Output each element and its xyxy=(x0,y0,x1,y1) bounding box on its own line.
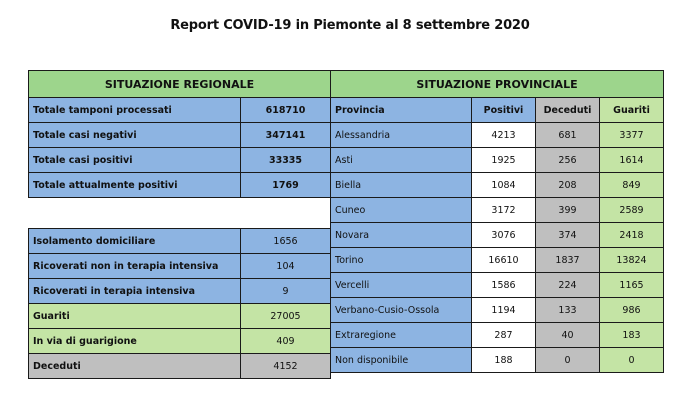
table-row xyxy=(29,354,331,379)
province-deceduti: 0 xyxy=(536,348,600,373)
province-guariti: 2589 xyxy=(600,198,664,223)
column-header-provincia: Provincia xyxy=(331,98,472,123)
table-row xyxy=(331,298,664,323)
regional-value: 347141 xyxy=(241,123,331,148)
detail-value: 4152 xyxy=(241,354,331,379)
province-deceduti: 133 xyxy=(536,298,600,323)
province-deceduti: 224 xyxy=(536,273,600,298)
table-row xyxy=(29,173,331,198)
province-guariti: 849 xyxy=(600,173,664,198)
province-name: Biella xyxy=(331,173,472,198)
table-row xyxy=(331,123,664,148)
province-deceduti: 40 xyxy=(536,323,600,348)
province-positivi: 287 xyxy=(472,323,536,348)
province-guariti: 183 xyxy=(600,323,664,348)
province-positivi: 4213 xyxy=(472,123,536,148)
table-row xyxy=(331,273,664,298)
detail-label: Guariti xyxy=(29,304,241,329)
detail-value: 409 xyxy=(241,329,331,354)
table-row xyxy=(29,98,331,123)
province-positivi: 1084 xyxy=(472,173,536,198)
province-positivi: 1194 xyxy=(472,298,536,323)
provincial-table xyxy=(330,70,664,373)
table-row xyxy=(29,229,331,254)
province-name: Asti xyxy=(331,148,472,173)
province-guariti: 1165 xyxy=(600,273,664,298)
table-row xyxy=(29,254,331,279)
detail-label: Deceduti xyxy=(29,354,241,379)
table-row xyxy=(331,248,664,273)
regional-value: 1769 xyxy=(241,173,331,198)
province-deceduti: 374 xyxy=(536,223,600,248)
provincial-header-row xyxy=(331,71,664,98)
province-deceduti: 399 xyxy=(536,198,600,223)
table-row xyxy=(29,279,331,304)
column-header-guariti: Guariti xyxy=(600,98,664,123)
province-positivi: 1925 xyxy=(472,148,536,173)
detail-value: 1656 xyxy=(241,229,331,254)
province-deceduti: 1837 xyxy=(536,248,600,273)
province-positivi: 3076 xyxy=(472,223,536,248)
page-title: Report COVID-19 in Piemonte al 8 settembre 2020 xyxy=(170,18,530,33)
column-header-deceduti: Deceduti xyxy=(536,98,600,123)
province-name: Vercelli xyxy=(331,273,472,298)
table-row xyxy=(331,173,664,198)
detail-value: 104 xyxy=(241,254,331,279)
regional-label: Totale casi positivi xyxy=(29,148,241,173)
regional-summary-table xyxy=(28,70,331,198)
detail-value: 27005 xyxy=(241,304,331,329)
table-row xyxy=(331,148,664,173)
regional-header-row xyxy=(29,71,331,98)
province-name: Torino xyxy=(331,248,472,273)
detail-label: Ricoverati non in terapia intensiva xyxy=(29,254,241,279)
regional-value: 33335 xyxy=(241,148,331,173)
detail-label: Ricoverati in terapia intensiva xyxy=(29,279,241,304)
province-positivi: 188 xyxy=(472,348,536,373)
province-name: Cuneo xyxy=(331,198,472,223)
province-deceduti: 256 xyxy=(536,148,600,173)
province-name: Verbano-Cusio-Ossola xyxy=(331,298,472,323)
province-guariti: 986 xyxy=(600,298,664,323)
table-row xyxy=(331,323,664,348)
provincial-header: SITUAZIONE PROVINCIALE xyxy=(331,71,664,98)
province-positivi: 1586 xyxy=(472,273,536,298)
province-name: Novara xyxy=(331,223,472,248)
table-row xyxy=(29,148,331,173)
detail-value: 9 xyxy=(241,279,331,304)
province-name: Extraregione xyxy=(331,323,472,348)
province-deceduti: 208 xyxy=(536,173,600,198)
province-guariti: 13824 xyxy=(600,248,664,273)
column-header-positivi: Positivi xyxy=(472,98,536,123)
province-positivi: 16610 xyxy=(472,248,536,273)
table-row xyxy=(29,123,331,148)
province-guariti: 3377 xyxy=(600,123,664,148)
province-name: Alessandria xyxy=(331,123,472,148)
province-guariti: 2418 xyxy=(600,223,664,248)
regional-label: Totale casi negativi xyxy=(29,123,241,148)
regional-label: Totale tamponi processati xyxy=(29,98,241,123)
regional-label: Totale attualmente positivi xyxy=(29,173,241,198)
province-guariti: 1614 xyxy=(600,148,664,173)
regional-detail-table xyxy=(28,228,331,379)
provincial-column-row xyxy=(331,98,664,123)
province-guariti: 0 xyxy=(600,348,664,373)
table-row xyxy=(29,329,331,354)
province-deceduti: 681 xyxy=(536,123,600,148)
province-name: Non disponibile xyxy=(331,348,472,373)
table-row xyxy=(331,198,664,223)
regional-value: 618710 xyxy=(241,98,331,123)
table-row xyxy=(331,223,664,248)
detail-label: Isolamento domiciliare xyxy=(29,229,241,254)
province-positivi: 3172 xyxy=(472,198,536,223)
detail-label: In via di guarigione xyxy=(29,329,241,354)
table-row xyxy=(331,348,664,373)
regional-header: SITUAZIONE REGIONALE xyxy=(29,71,331,98)
table-row xyxy=(29,304,331,329)
